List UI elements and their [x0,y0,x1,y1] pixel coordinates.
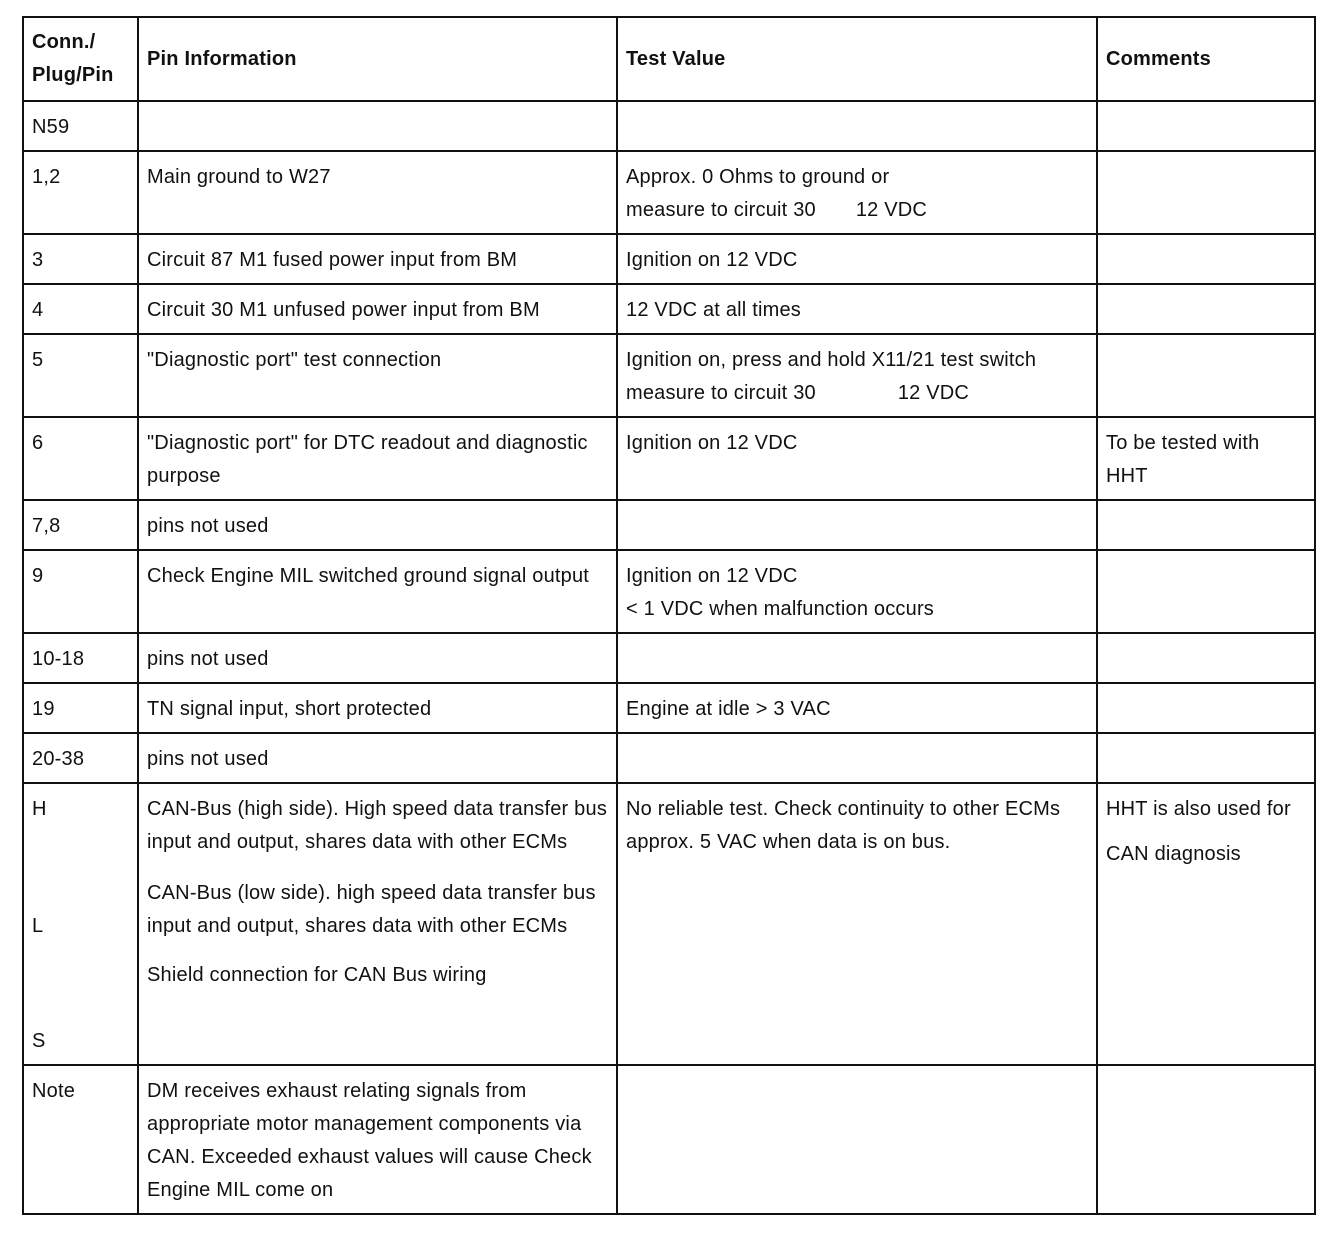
table-header-row [23,17,1315,101]
cell-test-value [617,633,1097,683]
cell-comment: To be tested with HHT [1097,417,1315,500]
cell-conn [23,783,138,1065]
table-row [23,234,1315,284]
test-line-part: measure to circuit 30 [626,382,816,404]
table-row [23,151,1315,234]
cell-conn: 9 [23,550,138,633]
test-line: < 1 VDC when malfunction occurs [626,598,935,620]
cell-conn: 6 [23,417,138,500]
cell-comment [1097,683,1315,733]
cell-test-value: Engine at idle > 3 VAC [617,683,1097,733]
cell-pin-info [138,101,617,151]
cell-pin-info: "Diagnostic port" test connection [138,334,617,417]
cell-comment [1097,284,1315,334]
table-row [23,101,1315,151]
cell-test-value [617,500,1097,550]
cell-comment [1097,1065,1315,1214]
table-row [23,550,1315,633]
cell-conn: 5 [23,334,138,417]
cell-conn: 10-18 [23,633,138,683]
table-row [23,284,1315,334]
cell-conn: 20-38 [23,733,138,783]
conn-pin-s: S [32,1030,46,1052]
cell-pin-info: Circuit 30 M1 unfused power input from BM [138,284,617,334]
cell-test-value: Ignition on 12 VDC [617,417,1097,500]
test-line: Approx. 0 Ohms to ground or [626,166,890,188]
pin-info-h: CAN-Bus (high side). High speed data transfer bus input and output, shares data with other ECMs [147,798,608,853]
cell-test-value [617,151,1097,234]
test-line: Ignition on 12 VDC [626,565,798,587]
cell-conn: 3 [23,234,138,284]
cell-pin-info: pins not used [138,733,617,783]
cell-pin-info [138,783,617,1065]
test-line: Ignition on, press and hold X11/21 test switch [626,349,1037,371]
test-line [626,377,1088,410]
table-row [23,683,1315,733]
cell-pin-info: Check Engine MIL switched ground signal output [138,550,617,633]
header-conn-plug-pin: Conn./ Plug/Pin [23,17,138,101]
cell-conn: 7,8 [23,500,138,550]
cell-pin-info: pins not used [138,633,617,683]
conn-pin-h: H [32,798,47,820]
cell-conn: 4 [23,284,138,334]
cell-note-label: Note [23,1065,138,1214]
cell-test-value: Ignition on 12 VDC [617,234,1097,284]
comment-line: CAN diagnosis [1106,843,1241,865]
cell-pin-info: Circuit 87 M1 fused power input from BM [138,234,617,284]
pin-info-s: Shield connection for CAN Bus wiring [147,964,487,986]
cell-conn: 19 [23,683,138,733]
table-row [23,633,1315,683]
table-row [23,500,1315,550]
cell-test-value [617,101,1097,151]
header-comments: Comments [1097,17,1315,101]
header-test-value: Test Value [617,17,1097,101]
pin-information-table [22,16,1316,1215]
cell-comment [1097,500,1315,550]
cell-test-value [617,783,1097,1065]
cell-comment [1097,234,1315,284]
test-line [626,194,1088,227]
test-line-value: 12 VDC [855,199,928,221]
comment-line: HHT is also used for [1106,798,1291,820]
table-row [23,1065,1315,1214]
test-line: approx. 5 VAC when data is on bus. [626,831,951,853]
cell-comment [1097,550,1315,633]
test-line-value: 12 VDC [897,382,970,404]
cell-pin-info: "Diagnostic port" for DTC readout and diagnostic purpose [138,417,617,500]
cell-pin-info: Main ground to W27 [138,151,617,234]
cell-test-value [617,550,1097,633]
cell-pin-info: TN signal input, short protected [138,683,617,733]
cell-comment [1097,334,1315,417]
table-row [23,733,1315,783]
cell-test-value [617,1065,1097,1214]
cell-comment [1097,151,1315,234]
cell-comment [1097,633,1315,683]
cell-pin-info: pins not used [138,500,617,550]
table-row [23,417,1315,500]
conn-pin-l: L [32,915,44,937]
cell-conn: N59 [23,101,138,151]
cell-comment [1097,783,1315,1065]
cell-test-value [617,334,1097,417]
header-pin-information: Pin Information [138,17,617,101]
table-row [23,334,1315,417]
cell-test-value [617,733,1097,783]
cell-test-value: 12 VDC at all times [617,284,1097,334]
test-line: No reliable test. Check continuity to other ECMs [626,798,1061,820]
table-row [23,783,1315,1065]
cell-conn: 1,2 [23,151,138,234]
cell-comment [1097,101,1315,151]
pin-info-l: CAN-Bus (low side). high speed data transfer bus input and output, shares data with other ECMs [147,882,596,937]
cell-note-text: DM receives exhaust relating signals from appropriate motor management components via CAN. Exceeded exhaust values will cause Check Engine MIL come on [138,1065,617,1214]
test-line-part: measure to circuit 30 [626,199,816,221]
cell-comment [1097,733,1315,783]
